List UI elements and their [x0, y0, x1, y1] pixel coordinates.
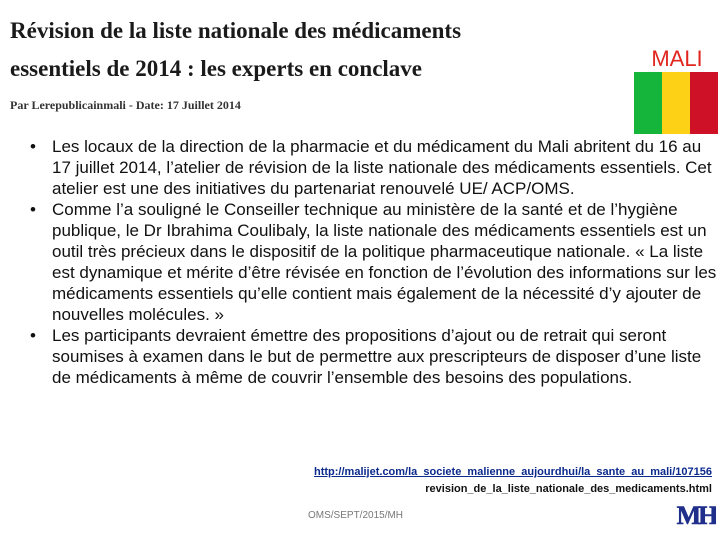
flag-stripe-green [634, 72, 662, 134]
bullet-text: Les participants devraient émettre des propositions d’ajout ou de retrait qui seront soumises à examen dans le but de permettre aux prescripteurs de disposer d’une liste de médicaments à même de couvrir l’ensemble des besoins des populations. [52, 326, 702, 387]
bullet-marker: • [30, 137, 36, 156]
flag-stripe-red [690, 72, 718, 134]
bullet-list [30, 136, 718, 388]
bullet-marker: • [30, 326, 36, 345]
country-label: MALI [651, 46, 703, 71]
slide-title [10, 12, 630, 88]
slide-title-area [10, 12, 630, 88]
slide-footer: OMS/SEPT/2015/MH [308, 510, 404, 521]
mh-logo-icon [676, 496, 716, 532]
mali-flag-icon [634, 72, 718, 134]
title-line-2: essentiels de 2014 : les experts en conclave [10, 56, 423, 81]
title-line-1: Révision de la liste nationale des médicaments [10, 18, 462, 43]
bullet-text: Comme l’a souligné le Conseiller technique au ministère de la santé et de l’hygiène publique, le Dr Ibrahima Coulibaly, la liste nationale des médicaments essentiels est un outil très précieux dans le dispositif de la politique pharmaceutique nationale. « La liste est dynamique et mérite d’être révisée en fonction de l’évolution des informations sur les médicaments essentiels qu’elle contient mais également de la nécessité d’y ajouter de nouvelles molécules. » [52, 200, 717, 324]
source-url-line-2[interactable]: revision_de_la_liste_nationale_des_medicaments.html [425, 483, 712, 495]
svg-text:MH: MH [676, 501, 716, 530]
bullet-item [30, 199, 718, 325]
bullet-item [30, 325, 718, 388]
byline: Par Lerepublicainmali - Date: 17 Juillet 2014 [10, 98, 241, 112]
bullet-text: Les locaux de la direction de la pharmacie et du médicament du Mali abritent du 16 au 17 juillet 2014, l’atelier de révision de la liste nationale des médicaments essentiels. Cet atelier est une des initiatives du partenariat renouvelé UE/ ACP/OMS. [52, 137, 712, 198]
flag-stripe-yellow [662, 72, 690, 134]
source-link[interactable] [242, 464, 712, 498]
bullet-marker: • [30, 200, 36, 219]
bullet-item [30, 136, 718, 199]
source-url-line-1[interactable]: http://malijet.com/la_societe_malienne_aujourdhui/la_sante_au_mali/107156 [314, 466, 712, 478]
